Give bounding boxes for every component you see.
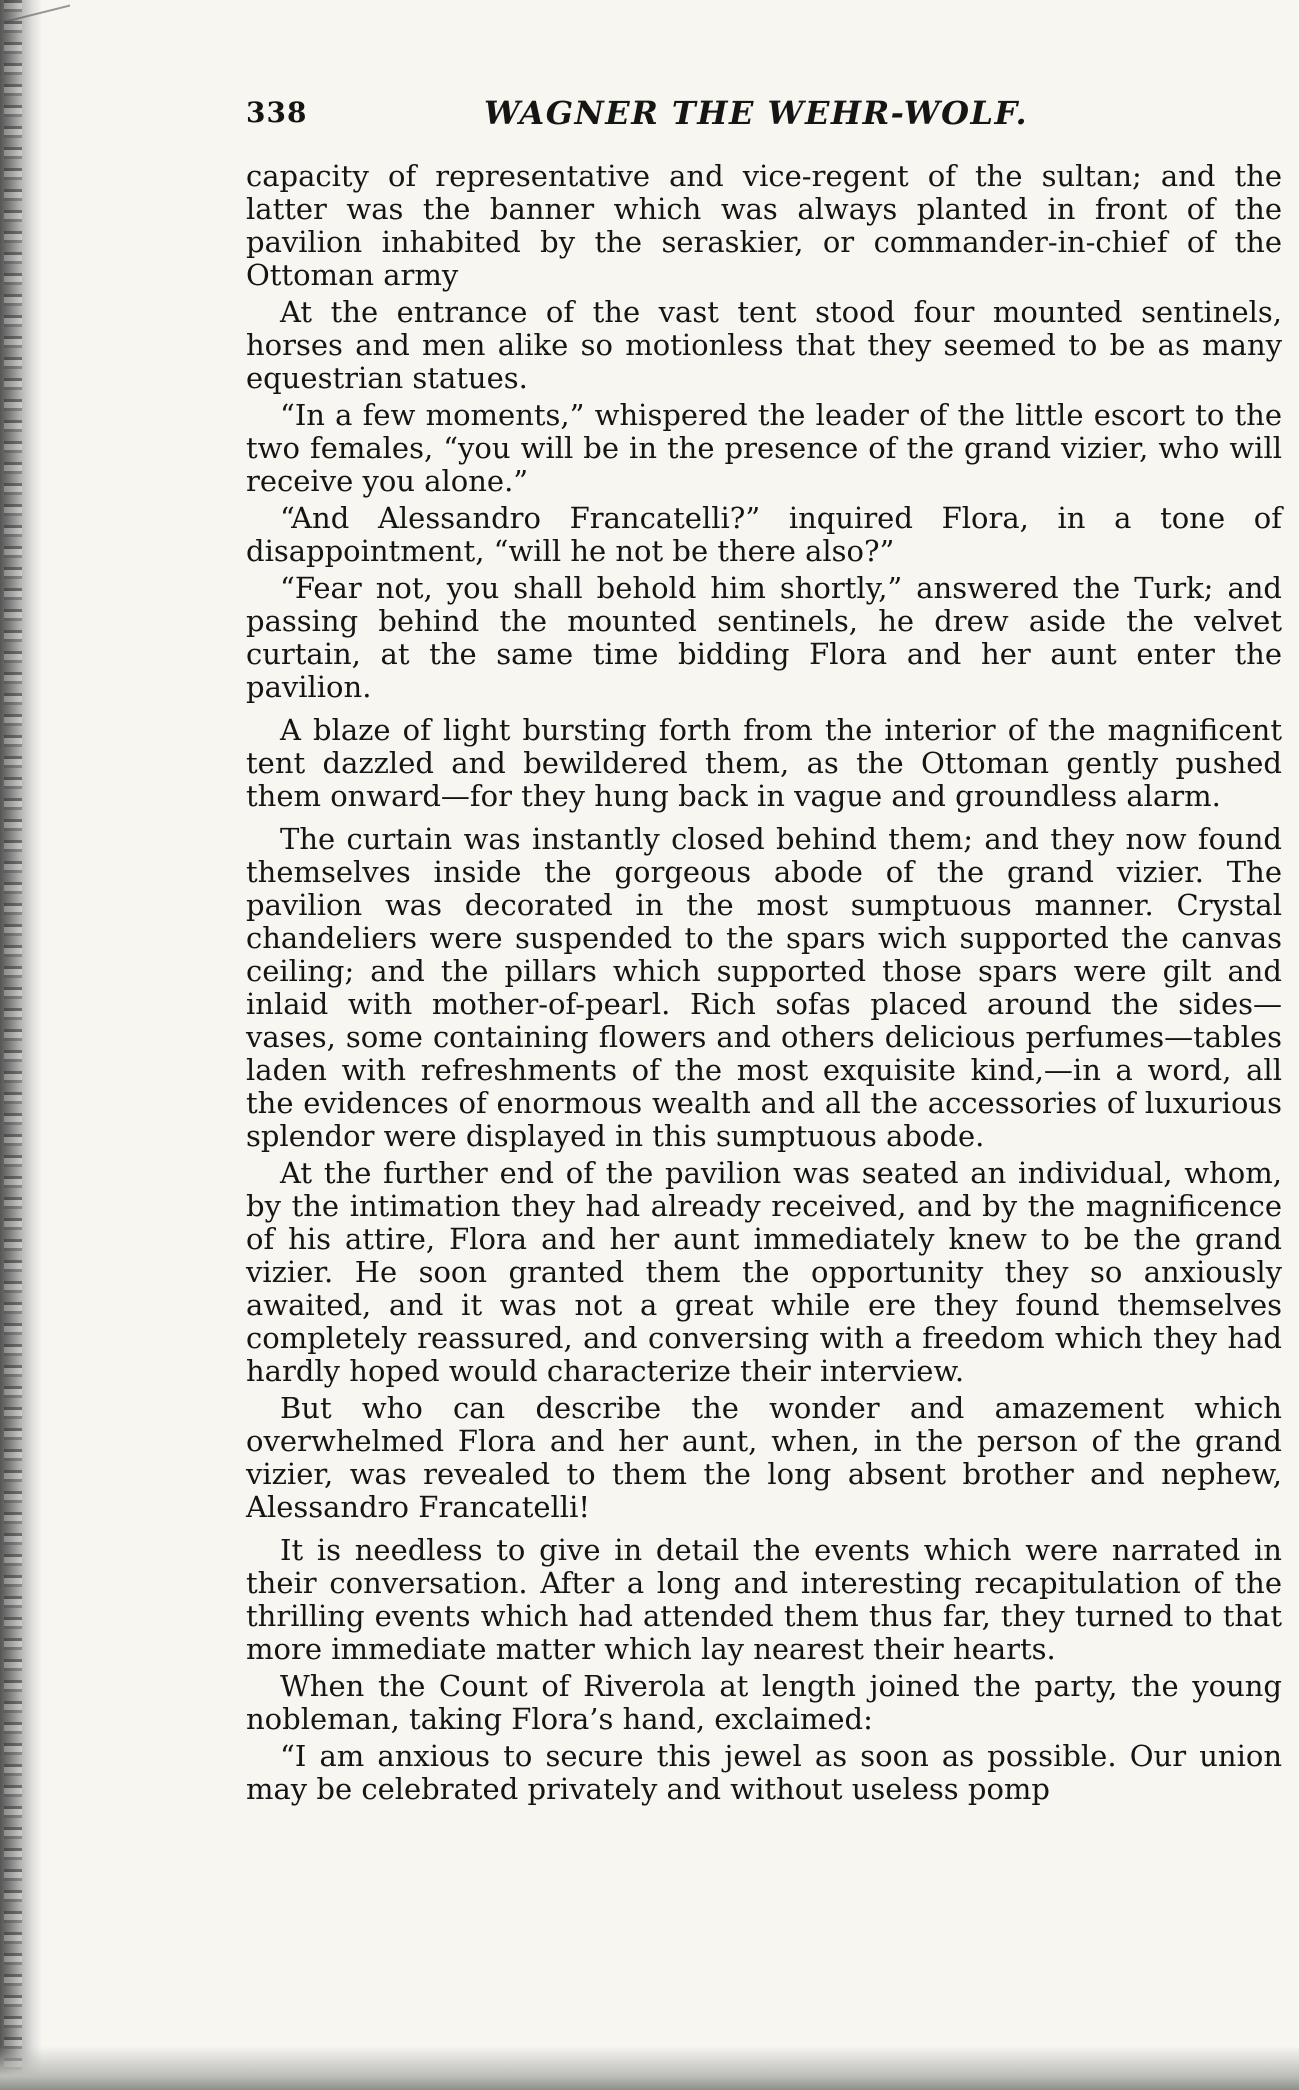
- paragraph-4: “And Alessandro Francatelli?” inquired Flora, in a tone of disappointment, “will he not be there also?”: [246, 501, 1282, 568]
- paragraph-3: “In a few moments,” whispered the leader of the little escort to the two females, “you will be in the presence of the grand vizier, who will receive you alone.”: [246, 398, 1282, 498]
- page-header: [246, 96, 1082, 136]
- paragraph-11: When the Count of Riverola at length joined the party, the young nobleman, taking Flora’s hand, exclaimed:: [246, 1669, 1282, 1736]
- paragraph-1: capacity of representative and vice-regent of the sultan; and the latter was the banner which was always planted in front of the pavilion inhabited by the seraskier, or commander-in-chief of the Ottoman army: [246, 159, 1282, 292]
- paragraph-2: At the entrance of the vast tent stood four mounted sentinels, horses and men alike so motionless that they seemed to be as many equestrian statues.: [246, 295, 1282, 395]
- paragraph-10: It is needless to give in detail the events which were narrated in their conversation. After a long and interesting recapitulation of the thrilling events which had attended them thus far, they turned to that more immediate matter which lay nearest their hearts.: [246, 1533, 1282, 1666]
- running-title: WAGNER THE WEHR-WOLF.: [484, 94, 1029, 132]
- paragraph-9: But who can describe the wonder and amazement which overwhelmed Flora and her aunt, when, in the person of the grand vizier, was revealed to them the long absent brother and nephew, Alessandro Francatelli!: [246, 1391, 1282, 1524]
- scan-shadow-bottom: [0, 2046, 1299, 2090]
- paragraph-12: “I am anxious to secure this jewel as soon as possible. Our union may be celebrated privately and without useless pomp: [246, 1739, 1282, 1806]
- paragraph-8: At the further end of the pavilion was seated an individual, whom, by the intimation they had already received, and by the magnificence of his attire, Flora and her aunt immediately knew to be the grand vizier. He soon granted them the opportunity they so anxiously awaited, and it was not a great while ere they found themselves completely reassured, and conversing with a freedom which they had hardly hoped would characterize their interview.: [246, 1156, 1282, 1388]
- body-text: [246, 160, 1282, 1806]
- page-number: 338: [246, 96, 308, 129]
- scan-shadow-left: [0, 0, 42, 2090]
- paragraph-7: The curtain was instantly closed behind them; and they now found themselves inside the gorgeous abode of the grand vizier. The pavilion was decorated in the most sumptuous manner. Crystal chandeliers were suspended to the spars wich supported the canvas ceiling; and the pillars which supported those spars were gilt and inlaid with mother-of-pearl. Rich sofas placed around the sides—vases, some containing flowers and others delicious perfumes—tables laden with refreshments of the most exquisite kind,—in a word, all the evidences of enormous wealth and all the accessories of luxurious splendor were displayed in this sumptuous abode.: [246, 822, 1282, 1153]
- paragraph-6: A blaze of light bursting forth from the interior of the magnificent tent dazzled and bewildered them, as the Ottoman gently pushed them onward—for they hung back in vague and groundless alarm.: [246, 713, 1282, 813]
- paragraph-5: “Fear not, you shall behold him shortly,” answered the Turk; and passing behind the mounted sentinels, he drew aside the velvet curtain, at the same time bidding Flora and her aunt enter the pavilion.: [246, 571, 1282, 704]
